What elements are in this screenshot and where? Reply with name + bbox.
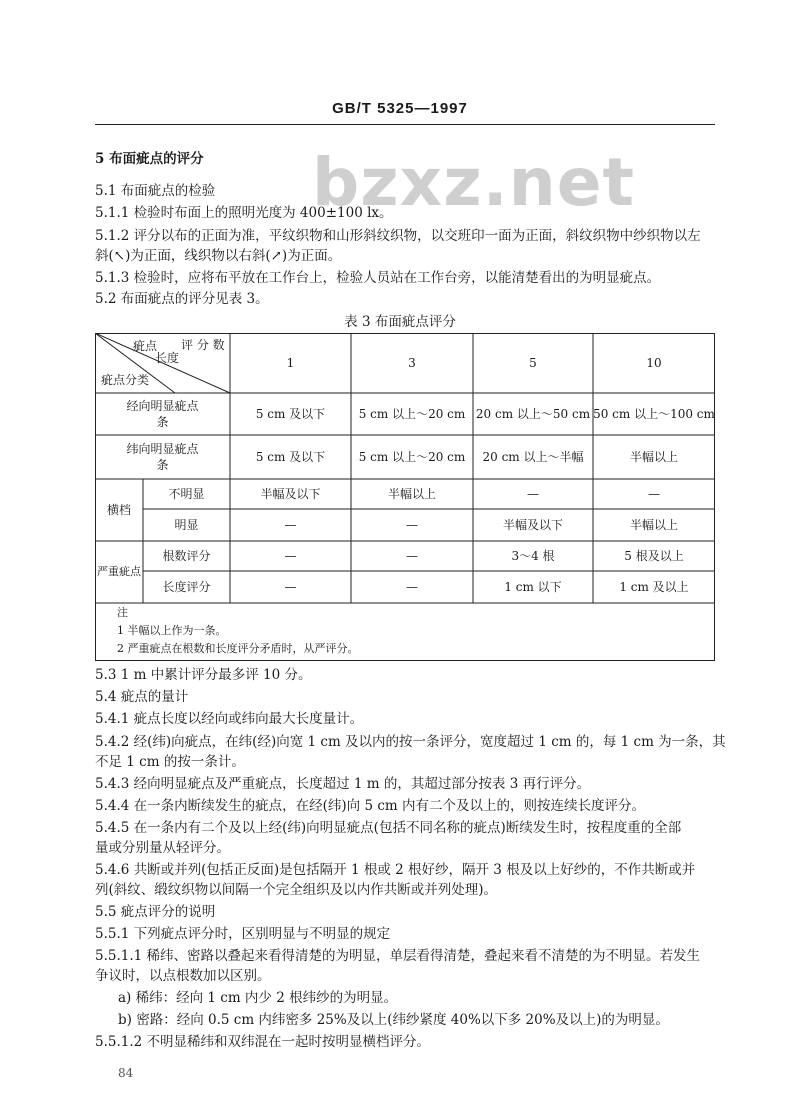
table-cell: 半幅以上	[387, 487, 436, 501]
header-rule	[95, 124, 715, 125]
sub-label: 长度评分	[162, 580, 211, 594]
clause-5-2: 5.2 布面疵点的评分见表 3。	[95, 291, 269, 307]
row-label-text: 纬向明显疵点	[126, 442, 199, 456]
table-cell: 20 cm 以上～半幅	[482, 450, 584, 464]
table-cell: 半幅及以下	[260, 487, 321, 501]
clause-5-4-3: 5.4.3 经向明显疵点及严重疵点，长度超过 1 m 的，其超过部分按表 3 再行评分。	[95, 776, 591, 792]
clause-5-1-2-cont: 斜(↖)为正面，线织物以右斜(↗)为正面。	[95, 248, 342, 264]
clause-5-5: 5.5 疵点评分的说明	[95, 904, 216, 920]
table-cell: 5 cm 及以下	[255, 407, 326, 421]
row-label-unit: 条	[156, 415, 169, 429]
score-header: 3	[408, 356, 416, 370]
clause-5-3: 5.3 1 m 中累计评分最多评 10 分。	[95, 667, 312, 683]
clause-5-4: 5.4 疵点的量计	[95, 689, 189, 705]
table-cell: 1 cm 以下	[504, 580, 562, 594]
clause-5-4-6: 5.4.6 共断或并列(包括正反面)是包括隔开 1 根或 2 根好纱，隔开 3 根及以上好纱的，不作共断或并	[95, 862, 696, 878]
row-label-text: 经向明显疵点	[126, 399, 199, 413]
table-cell: 半幅以上	[629, 518, 678, 532]
table-cell: —	[406, 518, 418, 532]
table-cell: 半幅以上	[629, 450, 678, 464]
table-cell: 50 cm 以上～100 cm	[593, 407, 715, 421]
item-b: b) 密路：经向 0.5 cm 内纬密多 25%及以上(纬纱紧度 40%以下多 20%及以上)的为明显。	[118, 1012, 669, 1028]
table-cell: —	[284, 518, 297, 532]
item-a: a) 稀纬：经向 1 cm 内少 2 根纬纱的为明显。	[118, 990, 398, 1006]
table-cell: —	[284, 549, 297, 563]
clause-5-4-5-cont: 量或分别量从轻评分。	[95, 840, 230, 856]
clause-5-1-2: 5.1.2 评分以布的正面为准，平纹织物和山形斜纹织物，以交班印一面为正面，斜纹织物中纱织物以左	[95, 228, 701, 244]
clause-5-1-3: 5.1.3 检验时，应将布平放在工作台上，检验人员站在工作台旁，以能清楚看出的为明显疵点。	[95, 270, 661, 286]
clause-5-4-4: 5.4.4 在一条内断续发生的疵点，在经(纬)向 5 cm 内有二个及以上的，则按连续长度评分。	[95, 798, 645, 814]
corner-category-label: 疵点分类	[101, 373, 150, 387]
row-label-warp	[95, 393, 230, 435]
table-cell: —	[284, 580, 297, 594]
table-note-title: 注	[117, 606, 128, 619]
defect-score-table	[95, 333, 715, 661]
table-cell: 半幅及以下	[502, 518, 563, 532]
clause-5-4-1: 5.4.1 疵点长度以经向或纬向最大长度量计。	[95, 711, 364, 727]
table-caption: 表 3 布面疵点评分	[344, 314, 456, 330]
table-note-item: 1 半幅以上作为一条。	[117, 624, 227, 637]
score-header: 1	[286, 356, 295, 370]
table-cell: 5 cm 以上～20 cm	[358, 450, 466, 464]
clause-5-4-5: 5.4.5 在一条内有二个及以上经(纬)向明显疵点(包括不同名称的疵点)断续发生时，按程度重的全部	[95, 820, 682, 836]
score-header: 5	[529, 356, 537, 370]
table-cell: —	[406, 549, 418, 563]
score-header: 10	[646, 356, 662, 370]
group-label-weft-bar: 横档	[106, 503, 131, 517]
table-cell: 5 cm 及以下	[255, 450, 326, 464]
clause-5-5-1-1-cont: 争议时，以点根数加以区别。	[95, 968, 271, 984]
clause-5-1: 5.1 布面疵点的检验	[95, 183, 216, 199]
clause-5-1-1: 5.1.1 检验时布面上的照明光度为 400±100 lx。	[95, 205, 393, 221]
table-cell: 3～4 根	[511, 549, 555, 563]
standard-header: GB/T 5325—1997	[332, 100, 468, 117]
clause-5-5-1: 5.5.1 下列疵点评分时，区别明显与不明显的规定	[95, 926, 391, 942]
row-label-weft	[95, 435, 230, 479]
table-cell: —	[648, 487, 660, 501]
clause-5-5-1-1: 5.5.1.1 稀纬、密路以叠起来看得清楚的为明显，单层看得清楚，叠起来看不清楚的为不明显。若发生	[95, 948, 701, 964]
table-cell: 20 cm 以上～50 cm	[475, 407, 591, 421]
row-label-unit: 条	[156, 458, 169, 472]
corner-score-label: 评 分 数	[181, 338, 225, 352]
section-heading: 5 布面疵点的评分	[95, 151, 204, 167]
sub-label: 根数评分	[162, 549, 211, 563]
table-cell: 5 根及以上	[624, 549, 684, 563]
table-cell: —	[406, 580, 418, 594]
clause-5-4-2-cont: 不足 1 cm 的按一条计。	[95, 754, 245, 770]
clause-5-4-6-cont: 列(斜纹、缎纹织物以间隔一个完全组织及以内作共断或并列处理)。	[95, 882, 498, 898]
sub-label: 不明显	[168, 487, 205, 501]
clause-5-4-2: 5.4.2 经(纬)向疵点，在纬(经)向宽 1 cm 及以内的按一条评分，宽度超过 1 cm 的，每 1 cm 为一条，其	[95, 734, 726, 750]
sub-label: 明显	[174, 518, 199, 532]
corner-defect-label: 疵点	[133, 339, 158, 353]
group-label-severe: 严重疵点	[97, 565, 141, 578]
page-number: 84	[118, 1066, 134, 1080]
corner-length-label: 长度	[155, 351, 180, 365]
table-note-item: 2 严重疵点在根数和长度评分矛盾时，从严评分。	[117, 642, 359, 655]
table-cell: —	[527, 487, 539, 501]
table-cell: 5 cm 以上～20 cm	[358, 407, 466, 421]
watermark: bzxz.net	[312, 144, 636, 221]
table-cell: 1 cm 及以上	[619, 580, 689, 594]
clause-5-5-1-2: 5.5.1.2 不明显稀纬和双纬混在一起时按明显横档评分。	[95, 1034, 431, 1050]
